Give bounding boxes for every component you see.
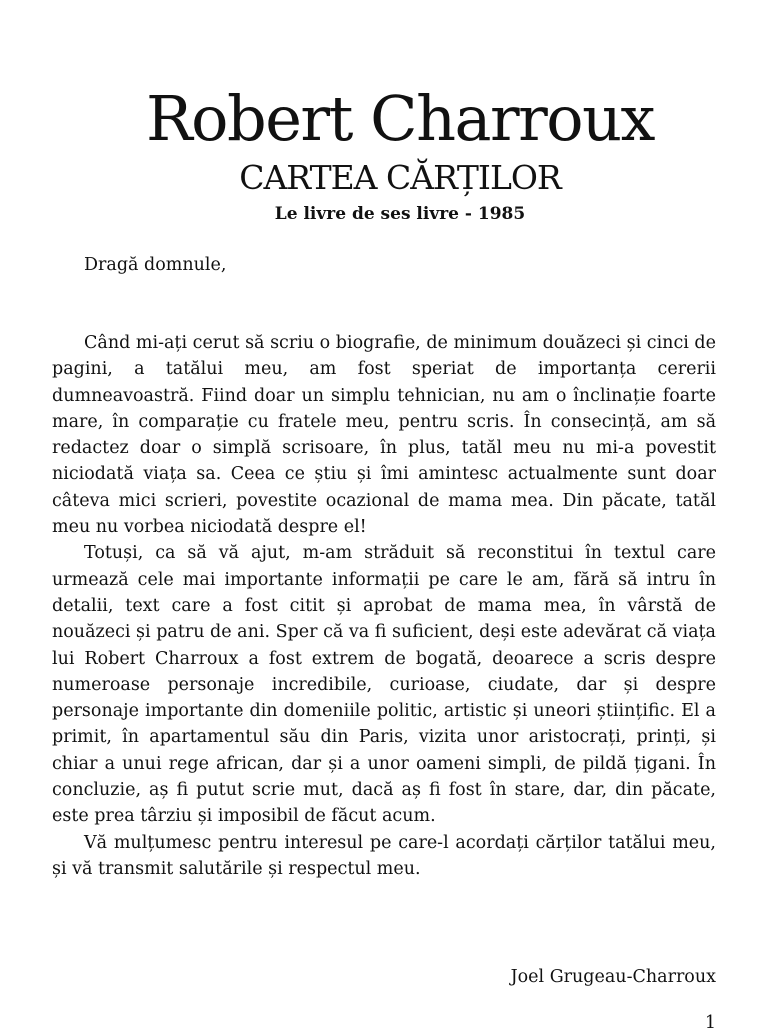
book-subtitle: Le livre de ses livre - 1985 — [274, 204, 526, 224]
page-number: 1 — [704, 1013, 716, 1033]
letter-body — [52, 330, 716, 882]
letter-signature: Joel Grugeau-Charroux — [510, 967, 716, 987]
letter-greeting: Dragă domnule, — [84, 255, 227, 275]
letter-paragraph: Vă mulțumesc pentru interesul pe care-l acordați cărților tatălui meu, și vă transmit salutările și respectul meu. — [52, 832, 716, 879]
letter-paragraph: Totuși, ca să vă ajut, m-am străduit să reconstitui în textul care urmează cele mai importante informații pe care le am, fără să intru în detalii, text care a fost citit și aprobat de mama mea, în vârstă de nouăzeci și patru de ani. Sper că va fi suficient, deși este adevărat că viața lui Robert Charroux a fost extrem de bogată, deoarece a scris despre numeroase personaje incredibile, curioase, ciudate, dar și despre personaje importante din domeniile politic, artistic și uneori științific. El a primit, în apartamentul său din Paris, vizita unor aristocrați, prinți, și chiar a unui rege african, dar și a unor oameni simpli, de pildă țigani. În concluzie, aș fi putut scrie mut, dacă aș fi fost în stare, dar, din păcate, este prea târziu și imposibil de făcut acum. — [52, 543, 716, 827]
book-title: CARTEA CĂRȚILOR — [239, 158, 561, 197]
author-name: Robert Charroux — [146, 82, 654, 155]
letter-paragraph: Când mi-ați cerut să scriu o biografie, de minimum douăzeci și cinci de pagini, a tatălui meu, am fost speriat de importanța cererii dumneavoastră. Fiind doar un simplu tehnician, nu am o înclinație foarte mare, în comparație cu fratele meu, pentru scris. În consecință, am să redactez doar o simplă scrisoare, în plus, tatăl meu nu mi-a povestit niciodată viața sa. Ceea ce știu și îmi amintesc actualmente sunt doar câteva mici scrieri, povestite ocazional de mama mea. Din păcate, tatăl meu nu vorbea niciodată despre el! — [52, 333, 716, 538]
